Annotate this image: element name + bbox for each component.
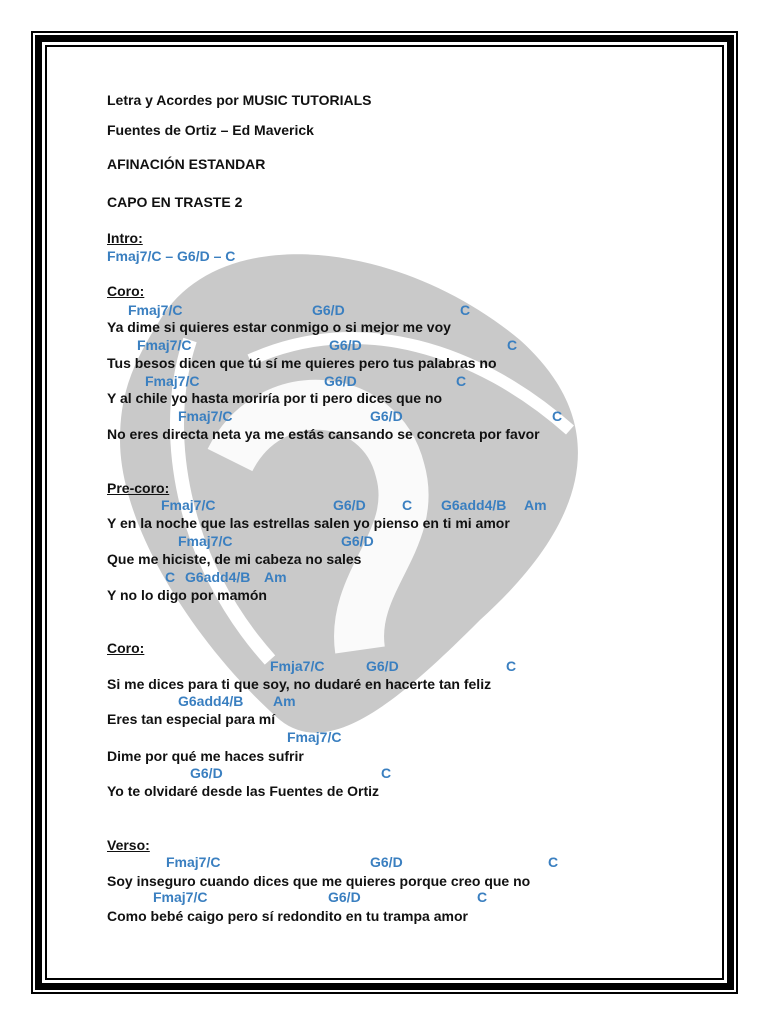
chord: G6/D	[328, 889, 361, 905]
chord: G6/D	[190, 765, 223, 781]
chord: G6/D	[312, 302, 345, 318]
chord: C	[548, 854, 559, 870]
chord: C	[456, 373, 467, 389]
chord: Fmaj7/C	[145, 373, 200, 389]
song-title: Fuentes de Ortiz – Ed Maverick	[107, 122, 314, 138]
lyric-line: Dime por qué me haces sufrir	[107, 748, 304, 764]
intro-label: Intro:	[107, 230, 143, 246]
verso-label: Verso:	[107, 837, 150, 853]
chord: C	[460, 302, 471, 318]
coro2-label: Coro:	[107, 640, 145, 656]
lyric-line: Como bebé caigo pero sí redondito en tu trampa amor	[107, 908, 468, 924]
chord: Fmaj7/C	[178, 408, 233, 424]
chord: Fmaj7/C	[178, 533, 233, 549]
chord: Fmaj7/C	[166, 854, 221, 870]
chord: G6/D	[329, 337, 362, 353]
chord: C	[506, 658, 517, 674]
chord: Am	[524, 497, 547, 513]
chord: Fmja7/C	[270, 658, 325, 674]
capo: CAPO EN TRASTE 2	[107, 194, 243, 210]
lyric-line: Y no lo digo por mamón	[107, 587, 267, 603]
chord: C	[552, 408, 563, 424]
chord: Am	[264, 569, 287, 585]
lyric-line: No eres directa neta ya me estás cansando se concreta por favor	[107, 426, 540, 442]
lyric-line: Si me dices para ti que soy, no dudaré en hacerte tan feliz	[107, 676, 492, 692]
chord: G6add4/B	[178, 693, 244, 709]
tuning: AFINACIÓN ESTANDAR	[107, 156, 266, 172]
chord: G6/D	[366, 658, 399, 674]
chord: Fmaj7/C	[153, 889, 208, 905]
chord: G6/D	[370, 854, 403, 870]
lyric-line: Eres tan especial para mí	[107, 711, 276, 727]
lyric-line: Yo te olvidaré desde las Fuentes de Ortiz	[107, 783, 380, 799]
chord: G6add4/B	[441, 497, 507, 513]
lyric-line: Soy inseguro cuando dices que me quieres porque creo que no	[107, 873, 531, 889]
credits-line: Letra y Acordes por MUSIC TUTORIALS	[107, 92, 372, 108]
chord: C	[165, 569, 176, 585]
chord: G6/D	[324, 373, 357, 389]
chord: G6/D	[370, 408, 403, 424]
precoro-label: Pre-coro:	[107, 480, 170, 496]
chord: G6/D	[341, 533, 374, 549]
chord: G6add4/B	[185, 569, 251, 585]
chord: Fmaj7/C	[128, 302, 183, 318]
lyric-line: Ya dime si quieres estar conmigo o si mejor me voy	[107, 319, 451, 335]
coro1-label: Coro:	[107, 283, 145, 299]
chord: Fmaj7/C	[287, 729, 342, 745]
lyric-line: Que me hiciste, de mi cabeza no sales	[107, 551, 362, 567]
chord: G6/D	[333, 497, 366, 513]
chord: C	[381, 765, 392, 781]
chord: C	[402, 497, 413, 513]
lyric-line: Y al chile yo hasta moriría por ti pero dices que no	[107, 390, 443, 406]
lyric-line: Y en la noche que las estrellas salen yo pienso en ti mi amor	[107, 515, 510, 531]
chord: Am	[273, 693, 296, 709]
lyric-line: Tus besos dicen que tú sí me quieres pero tus palabras no	[107, 355, 497, 371]
chord: Fmaj7/C	[137, 337, 192, 353]
chord: Fmaj7/C	[161, 497, 216, 513]
intro-chords: Fmaj7/C – G6/D – C	[107, 248, 236, 264]
chord: C	[477, 889, 488, 905]
chord: C	[507, 337, 518, 353]
